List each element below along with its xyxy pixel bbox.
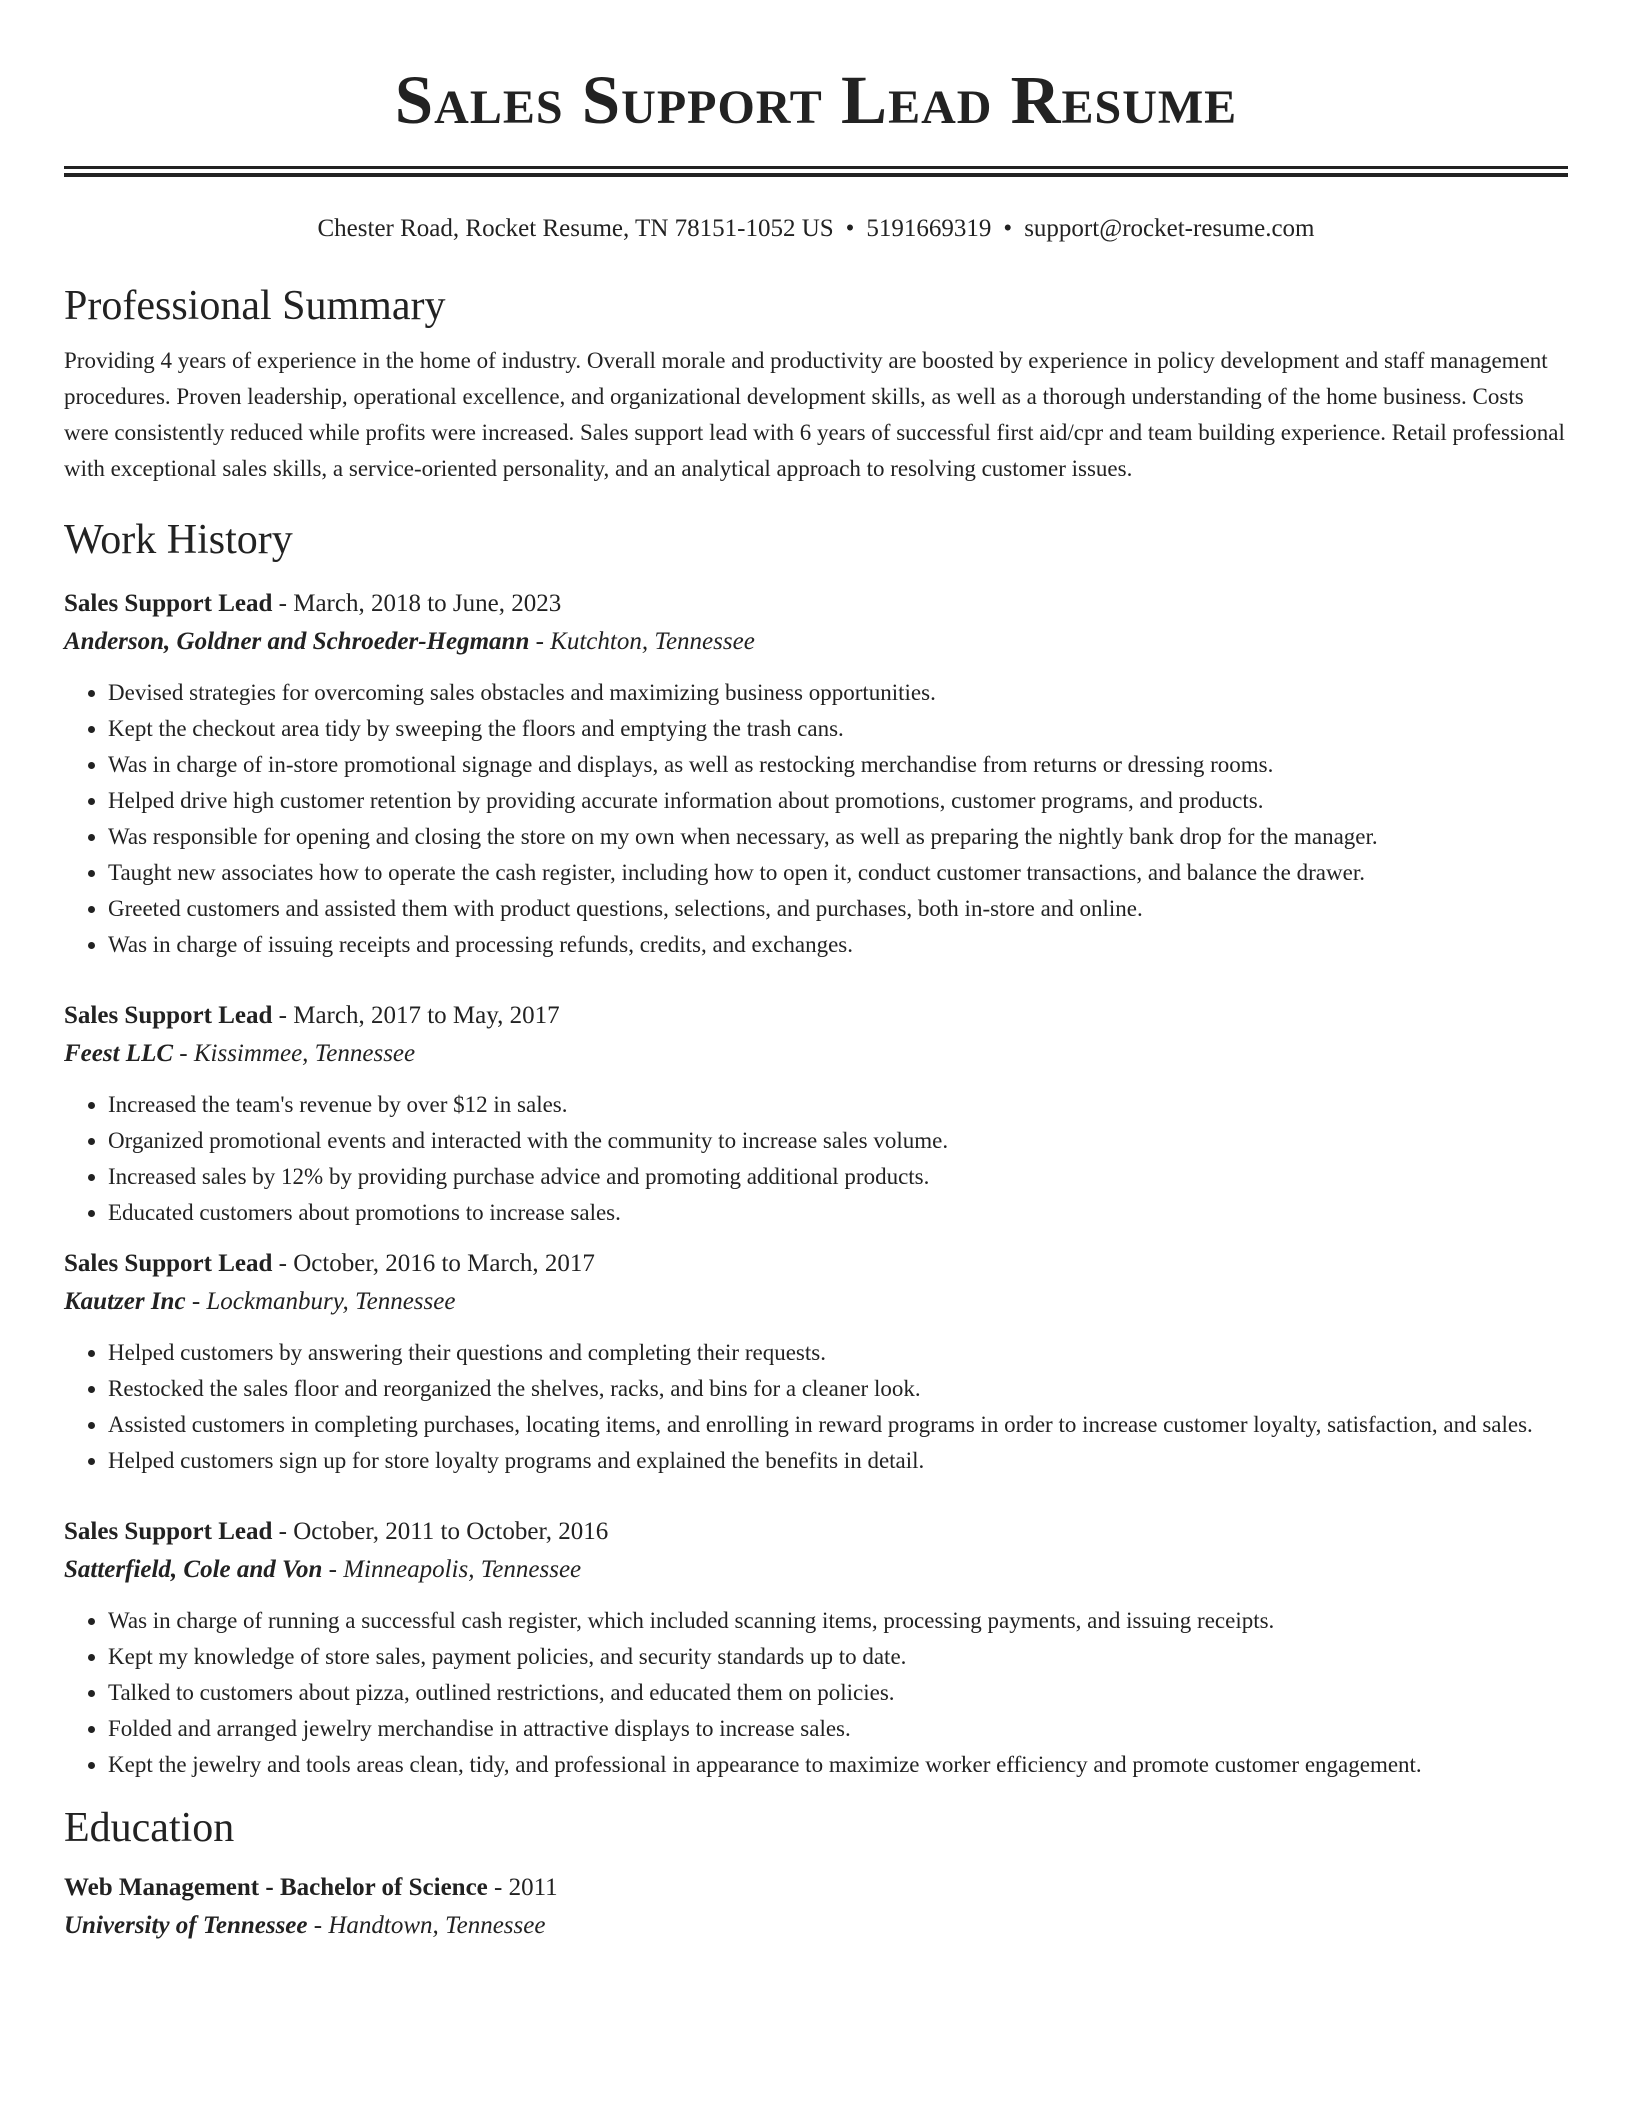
job-bullets bbox=[64, 1335, 1568, 1479]
list-item: • Kept the checkout area tidy by sweeping the floors and emptying the trash cans. bbox=[108, 711, 1568, 747]
job-location: - Kissimmee, Tennessee bbox=[173, 1040, 416, 1067]
job-bullets bbox=[64, 1603, 1568, 1783]
contact-separator: • bbox=[845, 215, 855, 242]
job-dates: - March, 2018 to June, 2023 bbox=[272, 590, 562, 617]
job-entry bbox=[64, 1245, 1568, 1479]
contact-email: support@rocket-resume.com bbox=[1024, 215, 1315, 242]
job-title-line bbox=[64, 1245, 1568, 1283]
list-item: • Talked to customers about pizza, outlined restrictions, and educated them on policies. bbox=[108, 1675, 1568, 1711]
job-company-line bbox=[64, 623, 1568, 661]
list-item: • Devised strategies for overcoming sales obstacles and maximizing business opportunities. bbox=[108, 675, 1568, 711]
list-item: • Organized promotional events and interacted with the community to increase sales volume. bbox=[108, 1123, 1568, 1159]
job-location: - Lockmanbury, Tennessee bbox=[185, 1288, 456, 1315]
job-company: Satterfield, Cole and Von bbox=[64, 1556, 323, 1583]
list-item: • Increased the team's revenue by over $12 in sales. bbox=[108, 1087, 1568, 1123]
job-location: - Minneapolis, Tennessee bbox=[322, 1556, 582, 1583]
job-role: Sales Support Lead bbox=[64, 1002, 273, 1029]
job-dates: - October, 2011 to October, 2016 bbox=[272, 1518, 609, 1545]
work-history-heading: Work History bbox=[64, 517, 293, 563]
list-item: • Helped customers sign up for store loyalty programs and explained the benefits in detail. bbox=[108, 1443, 1568, 1479]
job-company: Feest LLC bbox=[64, 1040, 174, 1067]
education-school-line bbox=[64, 1907, 1568, 1945]
job-entry bbox=[64, 585, 1568, 963]
job-dates: - October, 2016 to March, 2017 bbox=[272, 1250, 595, 1277]
list-item: • Was in charge of issuing receipts and processing refunds, credits, and exchanges. bbox=[108, 927, 1568, 963]
job-entry bbox=[64, 997, 1568, 1231]
job-company: Kautzer Inc bbox=[64, 1288, 186, 1315]
education-location: - Handtown, Tennessee bbox=[307, 1912, 546, 1939]
job-entry bbox=[64, 1513, 1568, 1783]
page-title: Sales Support Lead Resume bbox=[394, 62, 1238, 138]
job-company-line bbox=[64, 1283, 1568, 1321]
title-divider bbox=[64, 166, 1568, 177]
summary-heading: Professional Summary bbox=[64, 283, 446, 329]
job-bullets bbox=[64, 675, 1568, 963]
education-degree: Web Management - Bachelor of Science bbox=[64, 1874, 488, 1901]
list-item: • Restocked the sales floor and reorganized the shelves, racks, and bins for a cleaner look. bbox=[108, 1371, 1568, 1407]
list-item: • Was responsible for opening and closing the store on my own when necessary, as well as preparing the nightly bank drop for the manager. bbox=[108, 819, 1568, 855]
education-heading: Education bbox=[64, 1805, 235, 1851]
list-item: • Kept the jewelry and tools areas clean, tidy, and professional in appearance to maximize worker efficiency and promote customer engagement. bbox=[108, 1747, 1568, 1783]
education-degree-line bbox=[64, 1869, 1568, 1907]
list-item: • Increased sales by 12% by providing purchase advice and promoting additional products. bbox=[108, 1159, 1568, 1195]
job-dates: - March, 2017 to May, 2017 bbox=[272, 1002, 560, 1029]
contact-separator: • bbox=[1003, 215, 1013, 242]
list-item: • Educated customers about promotions to increase sales. bbox=[108, 1195, 1568, 1231]
job-title-line bbox=[64, 585, 1568, 623]
job-location: - Kutchton, Tennessee bbox=[529, 628, 755, 655]
list-item: • Kept my knowledge of store sales, payment policies, and security standards up to date. bbox=[108, 1639, 1568, 1675]
contact-phone: 5191669319 bbox=[866, 215, 992, 242]
job-title-line bbox=[64, 1513, 1568, 1551]
list-item: • Was in charge of running a successful cash register, which included scanning items, processing payments, and issuing receipts. bbox=[108, 1603, 1568, 1639]
job-role: Sales Support Lead bbox=[64, 590, 273, 617]
job-company: Anderson, Goldner and Schroeder-Hegmann bbox=[64, 628, 530, 655]
list-item: • Assisted customers in completing purchases, locating items, and enrolling in reward programs in order to increase customer loyalty, satisfaction, and sales. bbox=[108, 1407, 1568, 1443]
contact-line bbox=[64, 213, 1568, 245]
job-company-line bbox=[64, 1551, 1568, 1589]
education-year: - 2011 bbox=[487, 1874, 558, 1901]
job-bullets bbox=[64, 1087, 1568, 1231]
list-item: • Was in charge of in-store promotional signage and displays, as well as restocking merchandise from returns or dressing rooms. bbox=[108, 747, 1568, 783]
list-item: • Helped drive high customer retention by providing accurate information about promotions, customer programs, and products. bbox=[108, 783, 1568, 819]
list-item: • Taught new associates how to operate the cash register, including how to open it, conduct customer transactions, and balance the drawer. bbox=[108, 855, 1568, 891]
summary-text: Providing 4 years of experience in the home of industry. Overall morale and productivity are boosted by experience in policy development and staff management procedures. Proven leadership, operational excellence, and organizational development skills, as well as a thorough understanding of the home business. Costs were consistently reduced while profits were increased. Sales support lead with 6 years of successful first aid/cpr and team building experience. Retail professional with exceptional sales skills, a service-oriented personality, and an analytical approach to resolving customer issues. bbox=[64, 348, 1565, 481]
contact-address: Chester Road, Rocket Resume, TN 78151-1052 US bbox=[317, 215, 834, 242]
job-role: Sales Support Lead bbox=[64, 1250, 273, 1277]
list-item: • Folded and arranged jewelry merchandise in attractive displays to increase sales. bbox=[108, 1711, 1568, 1747]
job-company-line bbox=[64, 1035, 1568, 1073]
education-school: University of Tennessee bbox=[64, 1912, 308, 1939]
job-role: Sales Support Lead bbox=[64, 1518, 273, 1545]
job-title-line bbox=[64, 997, 1568, 1035]
list-item: • Greeted customers and assisted them with product questions, selections, and purchases, both in-store and online. bbox=[108, 891, 1568, 927]
list-item: • Helped customers by answering their questions and completing their requests. bbox=[108, 1335, 1568, 1371]
